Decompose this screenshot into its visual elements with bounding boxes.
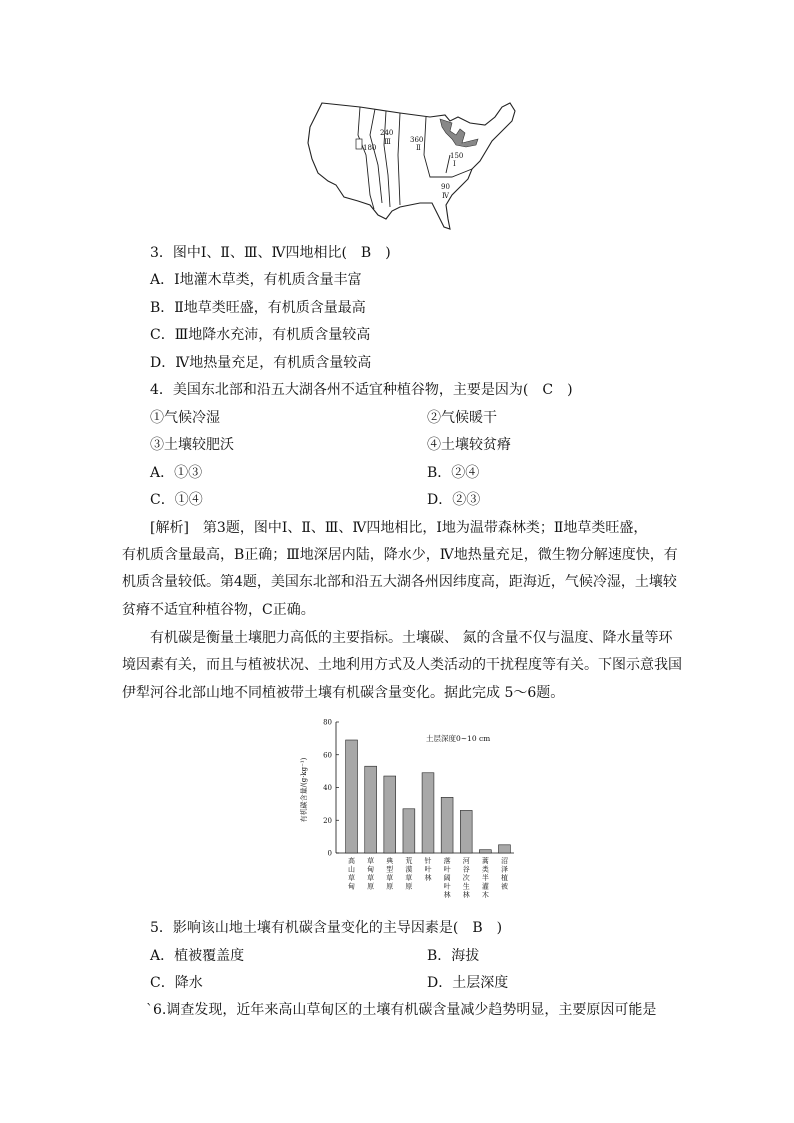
- map-label-II: Ⅱ: [416, 144, 421, 152]
- q4-item-4: ④土壤较贫瘠: [427, 437, 511, 453]
- chart-bar: [365, 766, 377, 853]
- chart-ytick-label: 80: [323, 718, 332, 727]
- chart-category-label: 落叶阔叶林: [443, 857, 451, 899]
- chart-category-label: 针叶林: [424, 857, 432, 882]
- q4-stem: 4．美国东北部和沿五大湖各州不适宜种植谷物，主要是因为( C ): [150, 382, 573, 398]
- map-label-III: Ⅲ: [384, 138, 391, 146]
- us-outline: [308, 103, 515, 229]
- q4-option-c: C．①④: [150, 492, 203, 508]
- chart-category-label: 河谷次生林: [462, 857, 470, 899]
- q5-option-c: C．降水: [150, 975, 203, 991]
- map-label-IV: Ⅳ: [442, 192, 449, 200]
- intro-line-3: 伊犁河谷北部山地不同植被带土壤有机碳含量变化。据此完成 5～6题。: [122, 685, 565, 701]
- q4-option-d: D．②③: [427, 492, 481, 508]
- analysis-line-2: 有机质含量最高，B正确；Ⅲ地深居内陆，降水少，Ⅳ地热量充足，微生物分解速度快，有: [122, 547, 678, 563]
- chart-ytick-label: 20: [323, 816, 332, 825]
- map-label-150: 150: [450, 152, 464, 160]
- q4-option-a: A．①③: [150, 465, 203, 481]
- chart-category-label: 高山草甸: [348, 857, 356, 891]
- q5-option-d: D．土层深度: [427, 975, 509, 991]
- analysis-line-1: [解析] 第3题，图中Ⅰ、Ⅱ、Ⅲ、Ⅳ四地相比，Ⅰ地为温带森林类；Ⅱ地草类旺盛，: [150, 520, 648, 536]
- chart-ytick-label: 40: [323, 784, 332, 792]
- q4-option-b: B．②④: [427, 465, 480, 481]
- q3-option-a: A．Ⅰ地灌木草类，有机质含量丰富: [150, 272, 362, 288]
- us-soil-map: [300, 95, 522, 235]
- chart-category-label: 蒿类半灌木: [481, 857, 489, 899]
- chart-bar: [422, 773, 434, 853]
- chart-bar: [403, 809, 415, 853]
- organic-carbon-bar-chart: [292, 712, 520, 912]
- intro-line-2: 境因素有关，而且与植被状况、土地利用方式及人类活动的干扰程度等有关。下图示意我国: [122, 657, 682, 673]
- analysis-line-4: 贫瘠不适宜种植谷物，C正确。: [122, 602, 315, 618]
- chart-bar: [460, 810, 472, 853]
- analysis-line-3: 机质含量较低。第4题，美国东北部和沿五大湖各州因纬度高，距海近，气候冷湿，土壤较: [122, 574, 677, 590]
- legend-box: [356, 139, 362, 149]
- chart-category-label: 荒漠草原: [405, 857, 413, 891]
- q3-option-c: C．Ⅲ地降水充沛，有机质含量较高: [150, 327, 371, 343]
- q4-item-1: ①气候冷湿: [150, 410, 220, 426]
- chart-category-label: 沼泽植被: [500, 857, 508, 891]
- chart-ytick-label: 0: [327, 849, 332, 858]
- chart-category-label: 草甸草原: [367, 857, 375, 891]
- map-label-240: 240: [380, 129, 394, 137]
- map-label-90: 90: [441, 183, 450, 191]
- q4-item-2: ②气候暖干: [427, 410, 497, 426]
- q4-item-3: ③土壤较肥沃: [150, 437, 234, 453]
- q5-option-b: B．海拔: [427, 948, 480, 964]
- q3-option-d: D．Ⅳ地热量充足，有机质含量较高: [150, 355, 372, 371]
- chart-bar: [499, 845, 511, 853]
- chart-ylabel: 有机碳含量/(g·kg⁻¹): [300, 757, 308, 823]
- chart-ytick-label: 60: [323, 751, 332, 760]
- map-label-360: 360: [410, 136, 424, 144]
- map-label-I: Ⅰ: [453, 160, 456, 168]
- chart-bar: [441, 797, 453, 853]
- chart-bar: [479, 850, 491, 853]
- chart-category-label: 典型草原: [386, 857, 394, 891]
- chart-title: 土层深度0~10 cm: [426, 734, 491, 743]
- q5-option-a: A．植被覆盖度: [150, 948, 245, 964]
- chart-bar: [346, 740, 358, 853]
- chart-bar: [384, 776, 396, 853]
- q3-stem: 3．图中Ⅰ、Ⅱ、Ⅲ、Ⅳ四地相比( B ): [150, 245, 391, 261]
- q3-option-b: B．Ⅱ地草类旺盛，有机质含量最高: [150, 300, 366, 316]
- q5-stem: 5．影响该山地土壤有机碳含量变化的主导因素是( B ): [150, 920, 503, 936]
- intro-line-1: 有机碳是衡量土壤肥力高低的主要指标。土壤碳、 氮的含量不仅与温度、降水量等环: [150, 630, 673, 646]
- map-label-180: 180: [363, 144, 377, 152]
- q6-stem: `6.调查发现，近年来高山草甸区的土壤有机碳含量减少趋势明显，主要原因可能是: [146, 1002, 657, 1018]
